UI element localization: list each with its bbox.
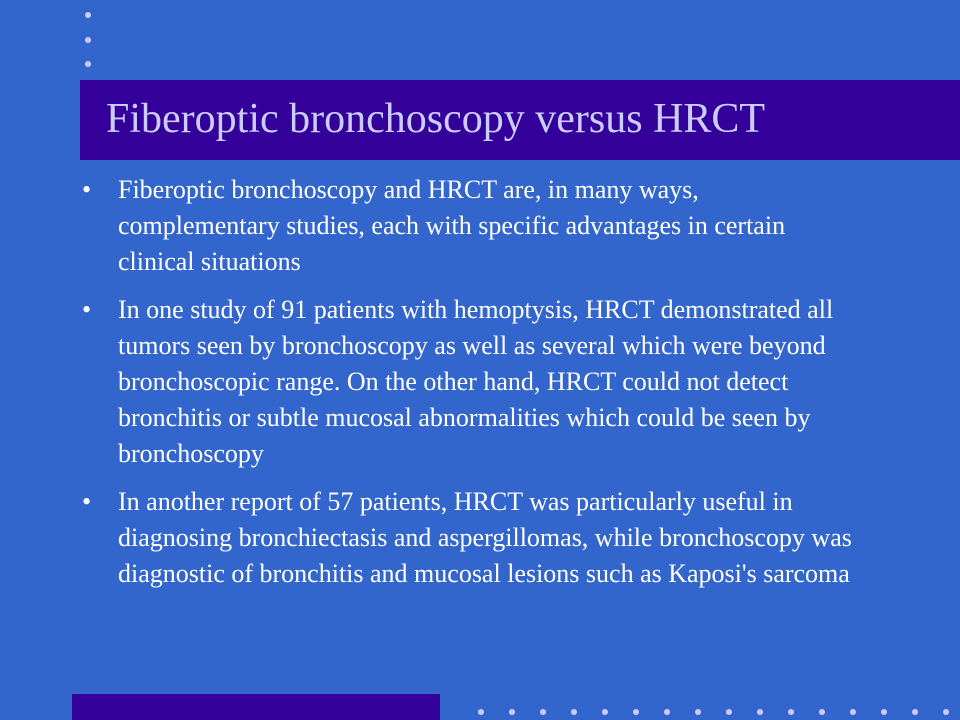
decorative-dot <box>757 709 763 715</box>
decorative-dot <box>726 709 732 715</box>
bullet-icon: • <box>82 295 92 324</box>
bullet-icon: • <box>82 175 92 204</box>
decorative-dot <box>509 709 515 715</box>
decorative-dot <box>85 37 91 43</box>
bullet-list <box>82 172 862 604</box>
decorative-dot <box>571 709 577 715</box>
bullet-text: Fiberoptic bronchoscopy and HRCT are, in many ways, complementary studies, each with specific advantages in certain clinical situations <box>118 175 786 276</box>
decorative-dot <box>664 709 670 715</box>
bullet-item <box>82 484 862 592</box>
bullet-text: In one study of 91 patients with hemoptysis, HRCT demonstrated all tumors seen by bronchoscopy as well as several which were beyond bronchoscopic range. On the other hand, HRCT could not detect bronchitis or subtle mucosal abnormalities which could be seen by bronchoscopy <box>118 295 834 468</box>
decorative-dot <box>881 709 887 715</box>
decorative-dot <box>850 709 856 715</box>
decorative-dot <box>912 709 918 715</box>
decorative-dot <box>788 709 794 715</box>
bullet-icon: • <box>82 487 92 516</box>
decorative-dot <box>85 12 91 18</box>
decorative-dot <box>478 709 484 715</box>
bullet-text: In another report of 57 patients, HRCT was particularly useful in diagnosing bronchiectasis and aspergillomas, while bronchoscopy was diagnostic of bronchitis and mucosal lesions such as Kaposi's sarcoma <box>118 487 852 588</box>
slide-title: Fiberoptic bronchoscopy versus HRCT <box>106 96 766 142</box>
decorative-dot <box>85 61 91 67</box>
footer-bar <box>72 694 440 720</box>
bullet-item <box>82 172 862 280</box>
title-bar <box>80 80 960 160</box>
bullet-item <box>82 292 862 472</box>
decorative-dot <box>633 709 639 715</box>
decorative-dot <box>819 709 825 715</box>
decorative-dot <box>943 709 949 715</box>
decorative-dot <box>695 709 701 715</box>
decorative-dot <box>602 709 608 715</box>
decorative-dot <box>540 709 546 715</box>
